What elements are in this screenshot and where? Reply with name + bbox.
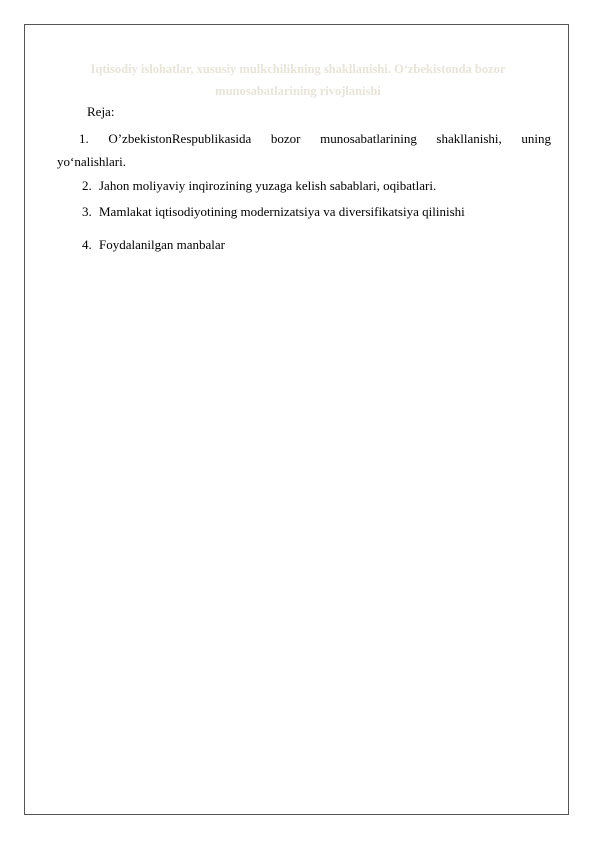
plan-item-text: Foydalanilgan manbalar — [99, 237, 225, 252]
document-title: Iqtisodiy islohatlar, xususiy mulkchilikning shakllanishi. O‘zbekistonda bozor munosabatlarining rivojlanishi — [90, 62, 506, 98]
plan-item-text: Jahon moliyaviy inqirozining yuzaga kelish sabablari, oqibatlari. — [99, 178, 437, 193]
plan-item-2 — [82, 178, 436, 194]
plan-item-text: Mamlakat iqtisodiyotining modernizatsiya va diversifikatsiya qilinishi — [99, 204, 465, 219]
plan-heading: Reja: — [87, 104, 115, 119]
plan-item-number: 3. — [82, 204, 92, 219]
plan-item-number: 1. — [79, 131, 89, 146]
plan-item-3 — [82, 204, 465, 220]
plan-item-number: 2. — [82, 178, 92, 193]
plan-item-number: 4. — [82, 237, 92, 252]
plan-item-4 — [82, 237, 225, 253]
plan-item-1 — [79, 131, 551, 147]
plan-item-1-continuation: yo‘nalishlari. — [57, 154, 126, 169]
plan-item-text: O’zbekistonRespublikasida bozor munosabatlarining shakllanishi, uning — [108, 131, 551, 146]
